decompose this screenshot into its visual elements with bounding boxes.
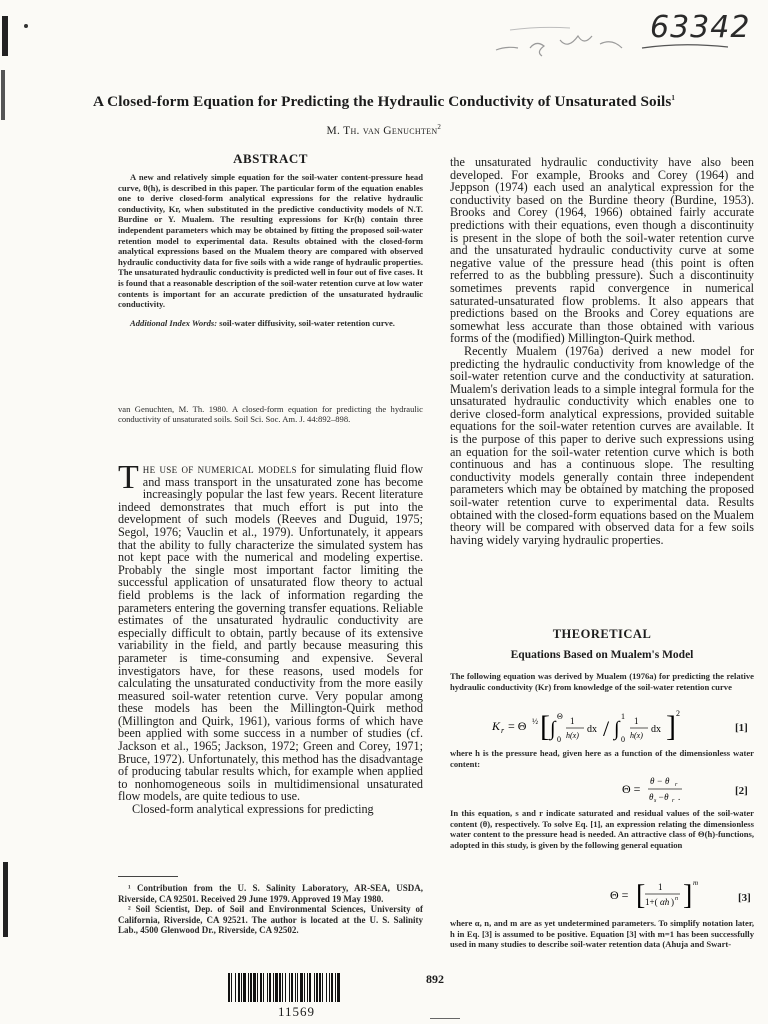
svg-text:]: ] xyxy=(683,880,693,911)
svg-text:2: 2 xyxy=(676,709,680,718)
svg-text:θ: θ xyxy=(649,792,654,802)
equation-intro: The following equation was derived by Mualem (1976a) for predicting the relative hydraulic conductivity (Kr) from knowledge of the soil-water retention curve xyxy=(450,671,754,692)
right-body: the unsaturated hydraulic conductivity have also been developed. For example, Brooks and Corey (1964) and Jeppson (1974) each used an analytical expression for the conductivity based on the Burdine theory (Burdine, 1953). Brooks and Corey (1964, 1966) obtained fairly accurate predictions with their equations, even though a discontinuity is present in the slope of both the soil-water retention curve and the unsaturated hydraulic conductivity curve at some negative value of the pressure head (this point is often referred to as the bubbling pressure). Such a discontinuity sometimes prevents rapid convergence in numerical saturated-unsaturated flow problems. It also appears that predictions based on the Brooks and Corey equations are somewhat less accurate than those obtained with various forms of the (modified) Millington-Quirk method. Recently Mualem (1976a) derived a new model for predicting the hydraulic conductivity from knowledge of the soil-water retention curve and the conductivity at saturation. Mualem's derivation leads to a simple integral formula for the unsaturated hydraulic conductivity which enables one to derive closed-form analytical expressions, provided suitable equations for the soil-water retention curves are available. It is the purpose of this paper to derive such expressions using an equation for the soil-water retention curve which is both continuous and has a continuous slope. The resulting conductivity models generally contain three independent parameters which may be obtained by matching the proposed soil-water retention curve to experimental data. Results obtained with the closed-form equations based on the Mualem theory will be compared with observed data for a few soils having widely varying hydraulic properties. xyxy=(450,155,754,547)
section-heading: Equations Based on Mualem's Model xyxy=(510,649,694,661)
equation-2-after: In this equation, s and r indicate saturated and residual values of the soil-water content (θ), respectively. To solve Eq. [1], an expression relating the dimensionless water content to the pressure head is needed. An attractive class of Θ(h)-functions, adopted in this study, is given by the following general equation xyxy=(450,808,754,850)
drop-cap: T xyxy=(118,459,139,496)
equation-3-drawing xyxy=(608,876,718,912)
bottom-rule xyxy=(430,1018,460,1019)
equation-3-number: [3] xyxy=(738,892,751,904)
footnotes: ¹ Contribution from the U. S. Salinity Laboratory, AR-SEA, USDA, Riverside, CA 92501. Received 29 June 1979. Approved 19 May 1980. ² Soil Scientist, Dep. of Soil and Environmental Sciences, University of California, Riverside, CA 92521. The author is located at the U. S. Salinity Lab., 4500 Glenwood Dr., Riverside, CA 92502. xyxy=(118,883,423,936)
svg-text:[: [ xyxy=(636,880,646,911)
svg-text:Θ: Θ xyxy=(557,712,563,721)
equation-2-drawing xyxy=(620,772,710,806)
scan-edge-mark xyxy=(24,24,28,28)
svg-text:h(x): h(x) xyxy=(566,731,579,740)
svg-text:r: r xyxy=(501,726,505,735)
svg-text:dx: dx xyxy=(587,724,597,735)
svg-text:.: . xyxy=(678,792,681,802)
equation-2 xyxy=(620,772,710,806)
svg-text:0: 0 xyxy=(557,735,561,744)
svg-text:−θ: −θ xyxy=(658,792,669,802)
paper-title: A Closed-form Equation for Predicting the Hydraulic Conductivity of Unsaturated Soils$^1$ xyxy=(93,93,675,110)
handwritten-number: 63342 xyxy=(650,10,751,45)
svg-text:K: K xyxy=(492,719,501,733)
intro-body: The use of numerical models for simulating fluid flow and mass transport in the unsaturated zone has become increasingly popular the last few years. Recent literature indeed demonstrates that much effort is put into the development of such models (Reeves and Duguid, 1975; Segol, 1976; Vauclin et al., 1979). Unfortunately, it appears that the ability to fully characterize the simulated system has not kept pace with the numerical and modeling expertise. Probably the single most important factor limiting the successful application of unsaturated flow theory to actual field problems is the lack of information regarding the parameters entering the governing transfer equations. Reliable estimates of the unsaturated hydraulic conductivity are especially difficult to obtain, partly because of its extensive variability in the field, and partly because measuring this parameter is time-consuming and expensive. Several investigators have, for these reasons, used models for calculating the unsaturated conductivity from the more easily measured soil-water retention curve. Very popular among these models has been the Millington-Quirk method (Millington and Quirk, 1961), various forms of which have been applied with some success in a number of studies (cf. Jackson et al., 1965; Jackson, 1972; Green and Corey, 1971; Bruce, 1972). Unfortunately, this method has the disadvantage of producing tabular results which, for example when applied to nonhomogeneous soils in multidimensional unsaturated flow models, are quite tedious to use. Closed-form analytical expressions for predicting xyxy=(118,459,423,817)
svg-text:∫: ∫ xyxy=(614,718,620,740)
index-words-label: Additional Index Words: xyxy=(130,317,218,328)
abstract-text: A new and relatively simple equation for the soil-water content-pressure head curve, θ(h), is described in this paper. The particular form of the equation enables one to derive closed-form analytical expressions for the relative hydraulic conductivity, Kr, when substituted in the predictive conductivity models of N.T. Burdine or Y. Mualem. The resulting expressions for Kr(h) contain three independent parameters which may be obtained by fitting the proposed soil-water retention model to experimental data. Results obtained with the closed-form analytical expressions based on the Mualem theory are compared with observed hydraulic conductivity data for five soils with a wide range of hydraulic properties. The unsaturated hydraulic conductivity is predicted well in four out of five cases. It is found that a reasonable description of the soil-water retention curve at low water contents is important for an accurate prediction of the unsaturated hydraulic conductivity. Additional Index Words: soil-water diffusivity, soil-water retention curve. xyxy=(118,172,423,328)
barcode-number: 11569 xyxy=(278,1004,316,1019)
barcode-bar xyxy=(340,973,341,1002)
scan-edge-mark xyxy=(2,16,8,56)
abstract-heading: ABSTRACT xyxy=(233,151,308,166)
svg-text:[: [ xyxy=(540,710,550,743)
equation-2-number: [2] xyxy=(735,785,748,797)
citation: van Genuchten, M. Th. 1980. A closed-form equation for predicting the hydraulic conductivity of unsaturated soils. Soil Sci. Soc. Am. J. 44:892–898. xyxy=(118,404,423,425)
svg-text:θ − θ: θ − θ xyxy=(650,776,670,786)
svg-text:]: ] xyxy=(666,710,676,743)
equation-1-drawing xyxy=(490,704,710,748)
svg-text:n: n xyxy=(675,896,678,902)
paper-author: M. Th. van Genuchten$^2$ xyxy=(326,123,442,137)
equation-1 xyxy=(490,704,710,748)
equation-3 xyxy=(608,876,718,912)
svg-text:1: 1 xyxy=(658,882,663,892)
theoretical-heading: THEORETICAL xyxy=(552,627,652,641)
page-number: 892 xyxy=(426,972,444,986)
equation-3-after: where α, n, and m are as yet undetermined parameters. To simplify notation later, h in Eq. [3] is assumed to be positive. Equation [3] with m=1 has been successfully used in many studies to describe soil-water retention data (Ahuja and Swart- xyxy=(450,918,754,950)
svg-text:r: r xyxy=(675,782,678,788)
svg-text:= Θ: = Θ xyxy=(508,719,527,733)
svg-text:m: m xyxy=(693,879,699,887)
svg-text:): ) xyxy=(671,897,674,907)
svg-text:1+(: 1+( xyxy=(645,897,658,907)
svg-text:Θ =: Θ = xyxy=(610,888,629,902)
svg-text:αh: αh xyxy=(660,897,670,907)
svg-text:dx: dx xyxy=(651,724,661,735)
svg-text:1: 1 xyxy=(621,712,625,721)
svg-text:1: 1 xyxy=(634,716,639,726)
equation-1-after: where h is the pressure head, given here as a function of the dimensionless water content: xyxy=(450,748,754,769)
scan-edge-mark xyxy=(3,862,8,937)
svg-text:r: r xyxy=(672,798,675,804)
pencil-scribble xyxy=(490,18,640,68)
svg-text:½: ½ xyxy=(532,717,538,726)
svg-text:s: s xyxy=(654,798,657,804)
footnote-rule xyxy=(118,876,178,877)
barcode xyxy=(228,973,403,1002)
equation-1-number: [1] xyxy=(735,722,748,734)
svg-text:h(x): h(x) xyxy=(630,731,643,740)
svg-text:Θ =: Θ = xyxy=(622,782,641,796)
svg-text:0: 0 xyxy=(621,735,625,744)
svg-text:∫: ∫ xyxy=(550,718,556,740)
pencil-underline xyxy=(640,42,730,52)
svg-text:1: 1 xyxy=(570,716,575,726)
svg-text:/: / xyxy=(603,716,610,741)
